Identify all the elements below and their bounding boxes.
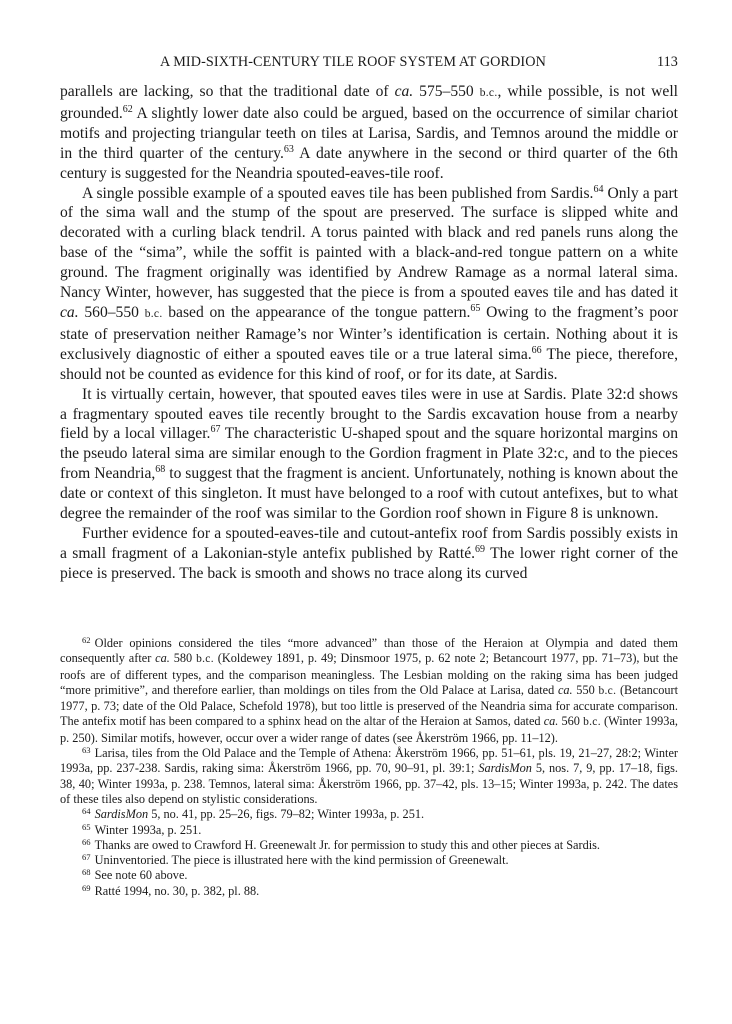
footnote-number: 62 bbox=[82, 635, 91, 645]
small-caps-text: b.c. bbox=[144, 307, 163, 320]
footnote-number: 66 bbox=[82, 836, 91, 847]
text-run: 5, no. 41, pp. 25–26, figs. 79–82; Winter 1993a, p. 251. bbox=[148, 807, 425, 822]
small-caps-text: b.c. bbox=[598, 684, 617, 697]
footnotes bbox=[60, 636, 678, 899]
text-run: 5, nos. 7, 9, pp. 17–18, figs. 38, 40; Winter 1993a, p. 238. Temnos, lateral sima: Åkerström 1966, pp. 37–42, pls. 13–15; Winter 1993a, p. 242. The dates of these tiles also depend on stylistic considerations. bbox=[60, 761, 678, 806]
text-run: A date anywhere in the second or third quarter of the 6th century is suggested for the Neandria spouted-eaves-tile roof. bbox=[60, 144, 678, 182]
page-number: 113 bbox=[656, 54, 678, 70]
text-run: Thanks are owed to Crawford H. Greenewalt Jr. for permission to study this and other pieces at Sardis. bbox=[94, 837, 601, 852]
paragraph bbox=[60, 385, 678, 524]
text-run: Further evidence for a spouted-eaves-tile and cutout-antefix roof from Sardis possibly exists in a small fragment of a Lakonian-style antefix published by Ratté. bbox=[60, 524, 678, 562]
text-run: Older opinions considered the tiles “more advanced” than those of the Heraion at Olympia and dated them consequently after bbox=[60, 636, 678, 666]
text-run: , while possible, is not well grounded. bbox=[60, 83, 678, 122]
footnote-number: 67 bbox=[82, 852, 91, 863]
text-run: (Winter 1993a, p. 250). Similar motifs, however, occur over a wider range of dates (see Åkerström 1966, pp. 11–12). bbox=[60, 714, 678, 745]
italic-text: ca. bbox=[557, 682, 573, 697]
footnote-reference: 62 bbox=[122, 103, 133, 115]
small-caps-text: b.c. bbox=[196, 653, 214, 666]
text-run: 550 bbox=[572, 682, 599, 697]
paragraph bbox=[60, 184, 678, 385]
text-run: Ratté 1994, no. 30, p. 382, pl. 88. bbox=[94, 883, 260, 898]
paragraph bbox=[60, 82, 678, 184]
footnote-reference: 64 bbox=[593, 183, 604, 195]
footnote-reference: 68 bbox=[155, 464, 166, 476]
text-run: Uninventoried. The piece is illustrated here with the kind permission of Greenewalt. bbox=[94, 853, 509, 868]
text-run: based on the appearance of the tongue pattern. bbox=[162, 303, 471, 321]
italic-text: SardisMon bbox=[94, 807, 149, 822]
text-run: Owing to the fragment’s poor state of preservation neither Ramage’s nor Winter’s identification is certain. Nothing about it is exclusively diagnostic of either a spouted eaves tile or a true lateral sima. bbox=[60, 303, 679, 363]
text-run: (Koldewey 1891, p. 49; Dinsmoor 1975, p. 62 note 2; Betancourt 1977, pp. 71–73), but the roofs are of different types, and the comparison meaningless. The Lesbian molding on the raking sima has been judged “more primitive”, and therefore earlier, than moldings on tiles from the Old Palace at Larisa, dated bbox=[60, 651, 678, 697]
footnote bbox=[60, 853, 678, 868]
text-run: 575–550 bbox=[413, 83, 480, 100]
text-run: 580 bbox=[169, 651, 197, 666]
text-run: (Betancourt 1977, p. 73; date of the Old Palace, Schefold 1978), but too little is preserved of the Neandria sima for accurate comparison. The antefix motif has been compared to a sphinx head on the altar of the Heraion at Samos, dated bbox=[60, 682, 678, 729]
footnote-reference: 66 bbox=[531, 344, 542, 356]
footnote bbox=[60, 884, 678, 899]
text-run: A single possible example of a spouted eaves tile has been published from Sardis. bbox=[82, 184, 594, 202]
italic-text: ca. bbox=[60, 303, 79, 321]
footnote-number: 68 bbox=[82, 867, 91, 878]
paragraph bbox=[60, 524, 678, 584]
footnote bbox=[60, 807, 678, 822]
italic-text: ca. bbox=[155, 651, 170, 666]
footnote-reference: 63 bbox=[283, 143, 294, 155]
text-run: The characteristic U-shaped spout and the square horizontal margins on the pseudo lateral sima are similar enough to the Gordion fragment in Plate 32:c, and to the pieces from Neandria, bbox=[60, 425, 679, 483]
text-run: to suggest that the fragment is ancient. Unfortunately, nothing is known about the date or context of this singleton. It must have belonged to a roof with cutout antefixes, but to what degree the remainder of the roof was similar to the Gordion roof shown in Figure 8 is unknown. bbox=[60, 465, 678, 523]
italic-text: SardisMon bbox=[478, 761, 532, 776]
text-run: A slightly lower date also could be argued, based on the occurrence of similar chariot motifs and projecting triangular teeth on tiles at Larisa, Sardis, and Temnos around the middle or in the third quarter of the century. bbox=[60, 104, 678, 162]
footnote-reference: 69 bbox=[475, 543, 486, 555]
running-title: A MID-SIXTH-CENTURY TILE ROOF SYSTEM AT GORDION bbox=[160, 54, 546, 70]
small-caps-text: b.c. bbox=[479, 87, 498, 99]
text-run: The piece, therefore, should not be counted as evidence for this kind of roof, or for its date, at Sardis. bbox=[60, 345, 678, 383]
italic-text: ca. bbox=[394, 83, 414, 100]
small-caps-text: b.c. bbox=[583, 716, 601, 729]
footnote-number: 69 bbox=[82, 882, 91, 893]
text-run: It is virtually certain, however, that spouted eaves tiles were in use at Sardis. Plate 32:d shows a fragmentary spouted eaves tile recently brought to the Sardis excavation house from a nearby field by a local villager. bbox=[60, 385, 678, 443]
italic-text: ca. bbox=[543, 714, 559, 729]
text-run: 560 bbox=[558, 714, 584, 729]
footnote bbox=[60, 823, 678, 838]
text-run: Only a part of the sima wall and the stump of the spout are preserved. The surface is slipped white and decorated with a curling black tendril. A torus painted with black and red panels runs along the base of the “sima”, while the soffit is painted with a black-and-red tongue pattern on a white ground. The fragment originally was identified by Andrew Ramage as a normal lateral sima. Nancy Winter, however, has suggested that the piece is from a spouted eaves tile and has dated it bbox=[60, 184, 678, 302]
footnote-number: 64 bbox=[82, 806, 91, 817]
footnote bbox=[60, 868, 678, 883]
footnote bbox=[60, 746, 678, 807]
running-header bbox=[60, 54, 678, 74]
footnote bbox=[60, 838, 678, 853]
text-run: parallels are lacking, so that the traditional date of bbox=[60, 83, 395, 100]
footnote-reference: 65 bbox=[470, 302, 481, 314]
footnote-reference: 67 bbox=[210, 424, 221, 436]
body-text bbox=[60, 82, 678, 584]
text-run: See note 60 above. bbox=[94, 868, 188, 883]
text-run: Winter 1993a, p. 251. bbox=[94, 822, 202, 837]
text-run: The lower right corner of the piece is preserved. The back is smooth and shows no trace along its curved bbox=[60, 544, 679, 582]
text-run: Larisa, tiles from the Old Palace and the Temple of Athena: Åkerström 1966, pp. 51–61, pls. 19, 21–27, 28:2; Winter 1993a, pp. 237-238. Sardis, raking sima: Åkerström 1966, pp. 70, 90–91, pl. 39:1; bbox=[60, 746, 678, 776]
footnote-number: 63 bbox=[82, 745, 91, 756]
footnote bbox=[60, 636, 678, 746]
text-run: 560–550 bbox=[78, 303, 145, 321]
footnote-number: 65 bbox=[82, 821, 91, 832]
